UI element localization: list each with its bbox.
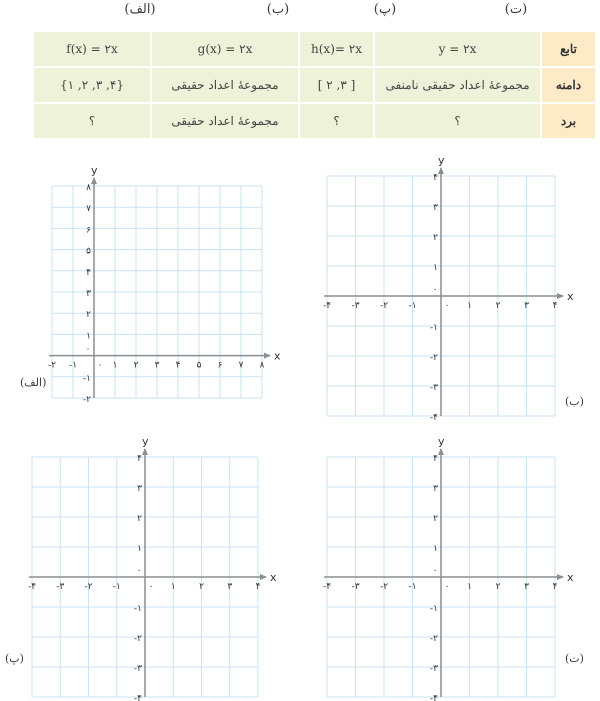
column-label-te: (ت) [504, 2, 528, 17]
cell-range-be: مجموعهٔ اعداد حقیقی [151, 103, 299, 139]
x-axis-label: x [567, 571, 574, 584]
x-tick-label: ۴ [255, 582, 261, 592]
x-tick-label: -۴ [322, 301, 332, 311]
cell-function-te: y = ۲x [374, 31, 541, 67]
x-tick-label: ۱ [170, 582, 176, 592]
graph-caption-alef: (الف) [20, 376, 47, 389]
y-tick-label: ۲ [86, 310, 91, 321]
y-tick-label: ۰ [85, 344, 91, 355]
x-tick-label: ۱ [112, 360, 118, 371]
cell-domain-pe: [ ۲ ,۳ ] [299, 67, 374, 103]
x-tick-label: -۴ [27, 582, 37, 592]
y-tick-label: ۰ [432, 285, 438, 295]
y-tick-label: -۴ [429, 694, 438, 701]
cell-function-alef: f(x) = ۲x [33, 31, 151, 67]
x-tick-label: -۲ [379, 301, 389, 311]
y-tick-label: ۱ [86, 331, 91, 342]
cell-function-pe: h(x)= ۲x [299, 31, 374, 67]
x-tick-label: ۱ [467, 582, 472, 592]
y-tick-label: -۱ [429, 604, 438, 614]
y-axis-label: y [142, 435, 149, 448]
y-tick-label: -۲ [133, 634, 142, 644]
x-tick-label: ۲ [133, 360, 139, 371]
y-axis-label: y [438, 154, 445, 167]
y-tick-label: -۱ [82, 373, 91, 384]
x-tick-label: -۱ [408, 301, 417, 311]
y-tick-label: ۸ [86, 183, 91, 193]
y-axis-arrow-icon [438, 448, 444, 455]
x-axis-label: x [567, 290, 574, 303]
y-tick-label: ۰ [432, 566, 438, 576]
y-tick-label: ۴ [433, 173, 438, 183]
cell-range-te: ؟ [374, 103, 541, 139]
y-tick-label: ۲ [433, 233, 438, 243]
x-tick-label: ۴ [552, 582, 558, 592]
cell-domain-be: مجموعهٔ اعداد حقیقی [151, 67, 299, 103]
x-tick-label: -۴ [322, 582, 332, 592]
column-label-be: (ب) [266, 2, 290, 17]
cell-domain-te: مجموعهٔ اعداد حقیقی نامنفی [374, 67, 541, 103]
y-tick-label: -۱ [429, 323, 438, 333]
y-tick-label: ۷ [86, 204, 91, 215]
x-tick-label: -۳ [351, 582, 360, 592]
y-tick-label: ۲ [433, 514, 438, 524]
y-tick-label: ۴ [137, 454, 142, 464]
x-tick-label: -۲ [379, 582, 389, 592]
y-tick-label: -۲ [82, 395, 91, 405]
row-header-domain: دامنه [541, 67, 596, 103]
x-tick-label: ۴ [175, 360, 181, 371]
x-tick-label: ۳ [524, 301, 529, 311]
cell-range-alef: ؟ [33, 103, 151, 139]
y-tick-label: -۳ [429, 664, 438, 674]
cell-function-be: g(x) = ۲x [151, 31, 299, 67]
x-tick-label: ۲ [199, 582, 204, 592]
graph-caption-te: (ت) [565, 652, 584, 665]
y-tick-label: ۵ [86, 246, 91, 257]
x-tick-label: ۳ [154, 360, 160, 371]
y-tick-label: ۱ [433, 544, 438, 554]
x-tick-label: -۲ [47, 360, 57, 371]
x-axis-label: x [274, 349, 281, 363]
x-tick-label: ۷ [238, 360, 244, 371]
y-axis-label: y [91, 164, 98, 177]
row-header-range: برد [541, 103, 596, 139]
cell-domain-alef: {۱ ,۲ ,۳ ,۴} [33, 67, 151, 103]
graph-caption-be: (ب) [565, 395, 584, 408]
y-tick-label: ۳ [86, 289, 91, 299]
x-tick-label: -۳ [56, 582, 65, 592]
x-tick-label: ۳ [227, 582, 233, 592]
x-tick-label: ۲ [495, 301, 501, 311]
y-tick-label: ۱ [433, 263, 438, 273]
cell-range-pe: ؟ [299, 103, 374, 139]
x-tick-label: ۰ [444, 301, 450, 311]
x-tick-label: ۰ [444, 582, 450, 592]
y-tick-label: ۱ [137, 544, 142, 554]
y-tick-label: -۲ [429, 353, 438, 363]
y-tick-label: -۳ [429, 383, 438, 393]
x-tick-label: ۰ [97, 360, 103, 371]
x-tick-label: ۰ [148, 582, 154, 592]
x-tick-label: ۶ [217, 360, 223, 371]
x-tick-label: ۵ [196, 360, 202, 371]
y-tick-label: ۳ [137, 484, 142, 494]
y-tick-label: -۱ [133, 604, 142, 614]
y-tick-label: -۴ [133, 694, 142, 701]
y-axis-label: y [438, 435, 445, 448]
y-tick-label: -۳ [133, 664, 142, 674]
y-tick-label: ۲ [137, 514, 142, 524]
y-tick-label: ۳ [433, 203, 438, 213]
graph-caption-pe: (پ) [5, 652, 24, 665]
x-tick-label: ۴ [552, 301, 558, 311]
x-tick-label: ۳ [524, 582, 529, 592]
column-label-pe: (پ) [373, 2, 397, 17]
x-tick-label: -۳ [351, 301, 360, 311]
x-tick-label: -۱ [408, 582, 417, 592]
x-tick-label: -۱ [68, 360, 78, 371]
column-label-alef: (الف) [124, 2, 156, 17]
x-tick-label: ۱ [467, 301, 472, 311]
y-tick-label: ۳ [433, 484, 438, 494]
y-tick-label: ۴ [433, 454, 438, 464]
y-tick-label: ۴ [86, 267, 91, 278]
y-tick-label: -۴ [429, 413, 438, 423]
x-tick-label: -۱ [112, 582, 121, 592]
y-tick-label: ۰ [136, 566, 142, 576]
x-tick-label: ۲ [495, 582, 501, 592]
row-header-function: تابع [541, 31, 596, 67]
x-axis-arrow-icon [557, 574, 564, 580]
x-axis-label: x [270, 571, 277, 584]
x-tick-label: -۲ [84, 582, 93, 592]
y-tick-label: -۲ [429, 634, 438, 644]
x-tick-label: ۸ [259, 360, 265, 371]
y-tick-label: ۶ [86, 225, 91, 236]
